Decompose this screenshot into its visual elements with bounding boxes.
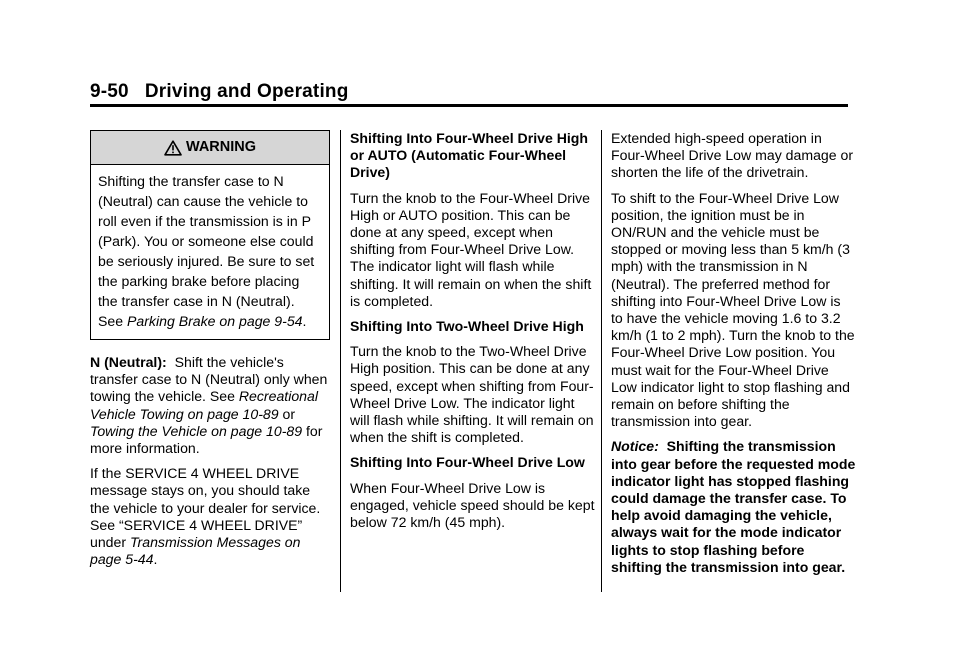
column-2 xyxy=(350,130,595,539)
warning-link-parking-brake[interactable]: Parking Brake on page 9-54 xyxy=(127,313,303,329)
neutral-paragraph xyxy=(90,354,330,457)
warning-triangle-icon xyxy=(164,140,182,156)
page-number: 9-50 xyxy=(90,81,129,102)
service-text: If the SERVICE 4 WHEEL DRIVE message stays on, you should take the vehicle to your dealer for service. See “SERVICE 4 WHEEL DRIVE” under xyxy=(90,465,321,551)
neutral-text-or: or xyxy=(278,405,296,422)
neutral-text-end: for more information. xyxy=(90,422,323,457)
notice-paragraph xyxy=(611,438,856,576)
paragraph-extended-operation: Extended high-speed operation in Four-Wheel Drive Low may damage or shorten the life of the drivetrain. xyxy=(611,130,854,181)
neutral-text: Shift the vehicle's transfer case to N (Neutral) only when towing the vehicle. See xyxy=(90,354,328,405)
notice-text: Shifting the transmission into gear before the requested mode indicator light has stopped flashing could damage the transfer case. To help avoid damaging the vehicle, always wait for the mode indicator lights to stop flashing before shifting the transmission into gear. xyxy=(611,438,856,575)
column-1 xyxy=(90,130,330,576)
warning-text: Shifting the transfer case to N (Neutral) can cause the vehicle to roll even if the transmission is in P (Park). You or someone else could be seriously injured. Be sure to set the parking brake before placing the transfer case in N (Neutral). See xyxy=(98,173,315,329)
heading-four-wheel-low: Shifting Into Four-Wheel Drive Low xyxy=(350,454,585,471)
heading-two-wheel-high: Shifting Into Two-Wheel Drive High xyxy=(350,318,584,335)
notice-label: Notice: xyxy=(611,438,659,455)
section-title: Driving and Operating xyxy=(144,81,349,102)
paragraph-four-wheel-low: When Four-Wheel Drive Low is engaged, vehicle speed should be kept below 72 km/h (45 mph). xyxy=(350,479,595,531)
warning-title: WARNING xyxy=(185,138,257,155)
paragraph-two-wheel-high: Turn the knob to the Two-Wheel Drive High position. This can be done at any speed, except when shifting from Four-Wheel Drive Low. The indicator light will flash while shifting. It will remain on when the shift is completed. xyxy=(350,343,594,446)
warning-body xyxy=(91,165,329,339)
service-paragraph xyxy=(90,465,330,568)
heading-four-wheel-high: Shifting Into Four-Wheel Drive High or AUTO (Automatic Four-Wheel Drive) xyxy=(350,130,589,181)
page-header xyxy=(90,81,349,103)
column-divider-1 xyxy=(340,130,341,592)
service-text-end: . xyxy=(153,551,158,568)
warning-box xyxy=(90,130,330,340)
column-3 xyxy=(611,130,856,584)
link-towing-the-vehicle[interactable]: Towing the Vehicle on page 10-89 xyxy=(90,422,303,439)
neutral-label: N (Neutral): xyxy=(90,354,167,370)
paragraph-four-wheel-high: Turn the knob to the Four-Wheel Drive High or AUTO position. This can be done at any speed, except when shifting from Four-Wheel Drive Low. The indicator light will flash while shifting. It will remain on when the shift is completed. xyxy=(350,189,592,309)
paragraph-shift-procedure: To shift to the Four-Wheel Drive Low position, the ignition must be in ON/RUN and the vehicle must be stopped or moving less than 5 km/h (3 mph) with the transmission in N (Neutral). The preferred method for shifting into Four-Wheel Drive Low is to have the vehicle moving 1.6 to 3.2 km/h (1 to 2 mph). Turn the knob to the Four-Wheel Drive Low position. You must wait for the Four-Wheel Drive Low indicator light to stop flashing and remain on before shifting the transmission into gear. xyxy=(611,189,855,430)
link-transmission-messages[interactable]: Transmission Messages on page 5-44 xyxy=(90,534,301,568)
warning-text-end: . xyxy=(302,313,307,329)
link-recreational-vehicle-towing[interactable]: Recreational Vehicle Towing on page 10-89 xyxy=(90,388,318,422)
header-rule xyxy=(90,104,848,107)
warning-header xyxy=(91,131,329,165)
column-divider-2 xyxy=(601,130,602,592)
